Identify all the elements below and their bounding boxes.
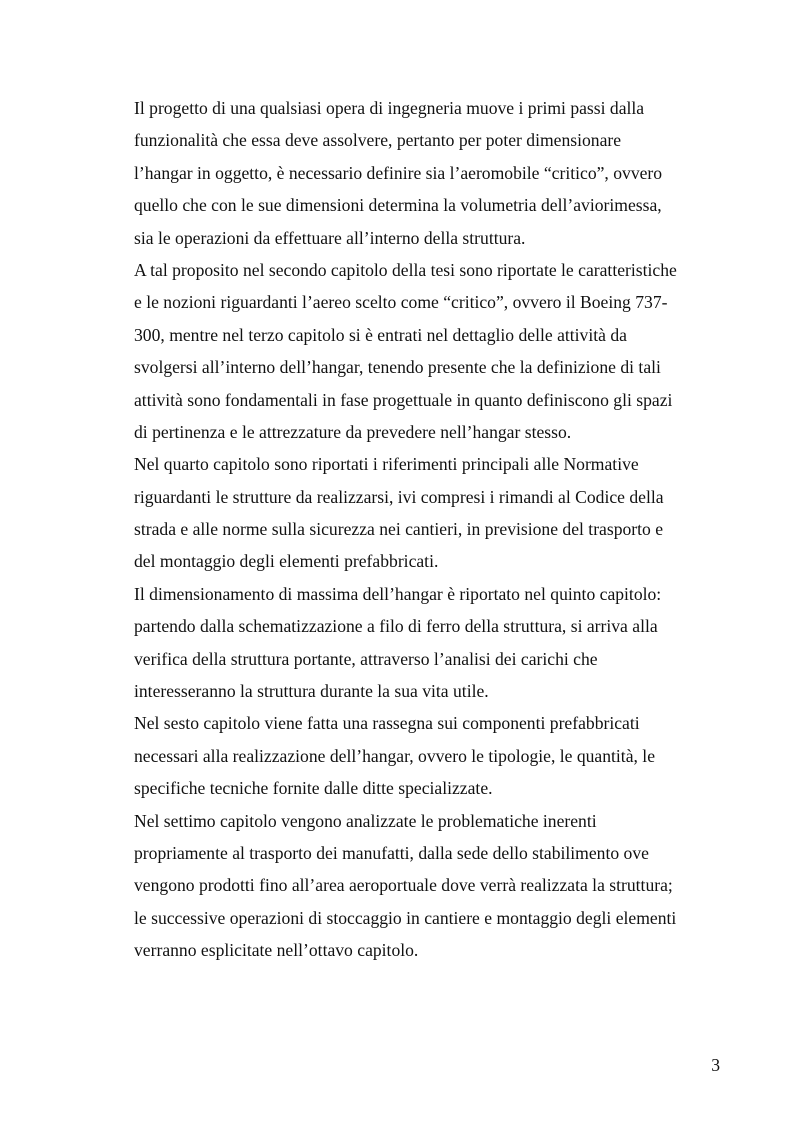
text-line: sia le operazioni da effettuare all’interno della struttura. — [134, 227, 526, 248]
text-line: propriamente al trasporto dei manufatti, dalla sede dello stabilimento ove — [134, 842, 649, 863]
paragraph-chapter-4 — [134, 448, 724, 578]
paragraph-chapter-7-8 — [134, 805, 724, 967]
paragraph-chapter-5 — [134, 578, 724, 708]
text-line: specifiche tecniche fornite dalle ditte specializzate. — [134, 778, 493, 799]
paragraph-chapter-6 — [134, 707, 724, 804]
body-text — [134, 92, 724, 967]
text-line: del montaggio degli elementi prefabbricati. — [134, 551, 439, 572]
text-line: Il progetto di una qualsiasi opera di ingegneria muove i primi passi dalla — [134, 98, 645, 118]
paragraph-chapter-2-3 — [134, 254, 724, 448]
text-line: Il dimensionamento di massima dell’hangar è riportato nel quinto capitolo: — [134, 583, 662, 604]
text-line: attività sono fondamentali in fase progettuale in quanto definiscono gli spazi — [134, 389, 673, 410]
text-line: partendo dalla schematizzazione a filo di ferro della struttura, si arriva alla — [134, 616, 658, 637]
text-line: Nel sesto capitolo viene fatta una rassegna sui componenti prefabbricati — [134, 713, 640, 734]
text-line: le successive operazioni di stoccaggio in cantiere e montaggio degli elementi — [134, 907, 677, 928]
text-line: necessari alla realizzazione dell’hangar, ovvero le tipologie, le quantità, le — [134, 745, 655, 766]
text-line: A tal proposito nel secondo capitolo della tesi sono riportate le caratteristiche — [134, 259, 677, 280]
text-line: Nel quarto capitolo sono riportati i riferimenti principali alle Normative — [134, 454, 639, 475]
text-line: Nel settimo capitolo vengono analizzate le problematiche inerenti — [134, 810, 597, 831]
text-line: e le nozioni riguardanti l’aereo scelto come “critico”, ovvero il Boeing 737- — [134, 292, 668, 313]
text-line: verranno esplicitate nell’ottavo capitolo. — [134, 940, 419, 961]
text-line: strada e alle norme sulla sicurezza nei cantieri, in previsione del trasporto e — [134, 519, 664, 540]
text-line: riguardanti le strutture da realizzarsi, ivi compresi i rimandi al Codice della — [134, 486, 664, 507]
text-line: interesseranno la struttura durante la sua vita utile. — [134, 681, 489, 702]
text-line: vengono prodotti fino all’area aeroportuale dove verrà realizzata la struttura; — [134, 875, 673, 896]
text-line: di pertinenza e le attrezzature da prevedere nell’hangar stesso. — [134, 421, 572, 442]
text-line: svolgersi all’interno dell’hangar, tenendo presente che la definizione di tali — [134, 357, 661, 378]
text-line: l’hangar in oggetto, è necessario definire sia l’aeromobile “critico”, ovvero — [134, 162, 663, 183]
page-number: 3 — [711, 1055, 720, 1075]
text-line: quello che con le sue dimensioni determina la volumetria dell’aviorimessa, — [134, 195, 662, 216]
text-line: funzionalità che essa deve assolvere, pertanto per poter dimensionare — [134, 130, 622, 151]
text-line: verifica della struttura portante, attraverso l’analisi dei carichi che — [134, 648, 598, 669]
paragraph-intro — [134, 92, 724, 254]
text-line: 300, mentre nel terzo capitolo si è entrati nel dettaglio delle attività da — [134, 324, 627, 345]
